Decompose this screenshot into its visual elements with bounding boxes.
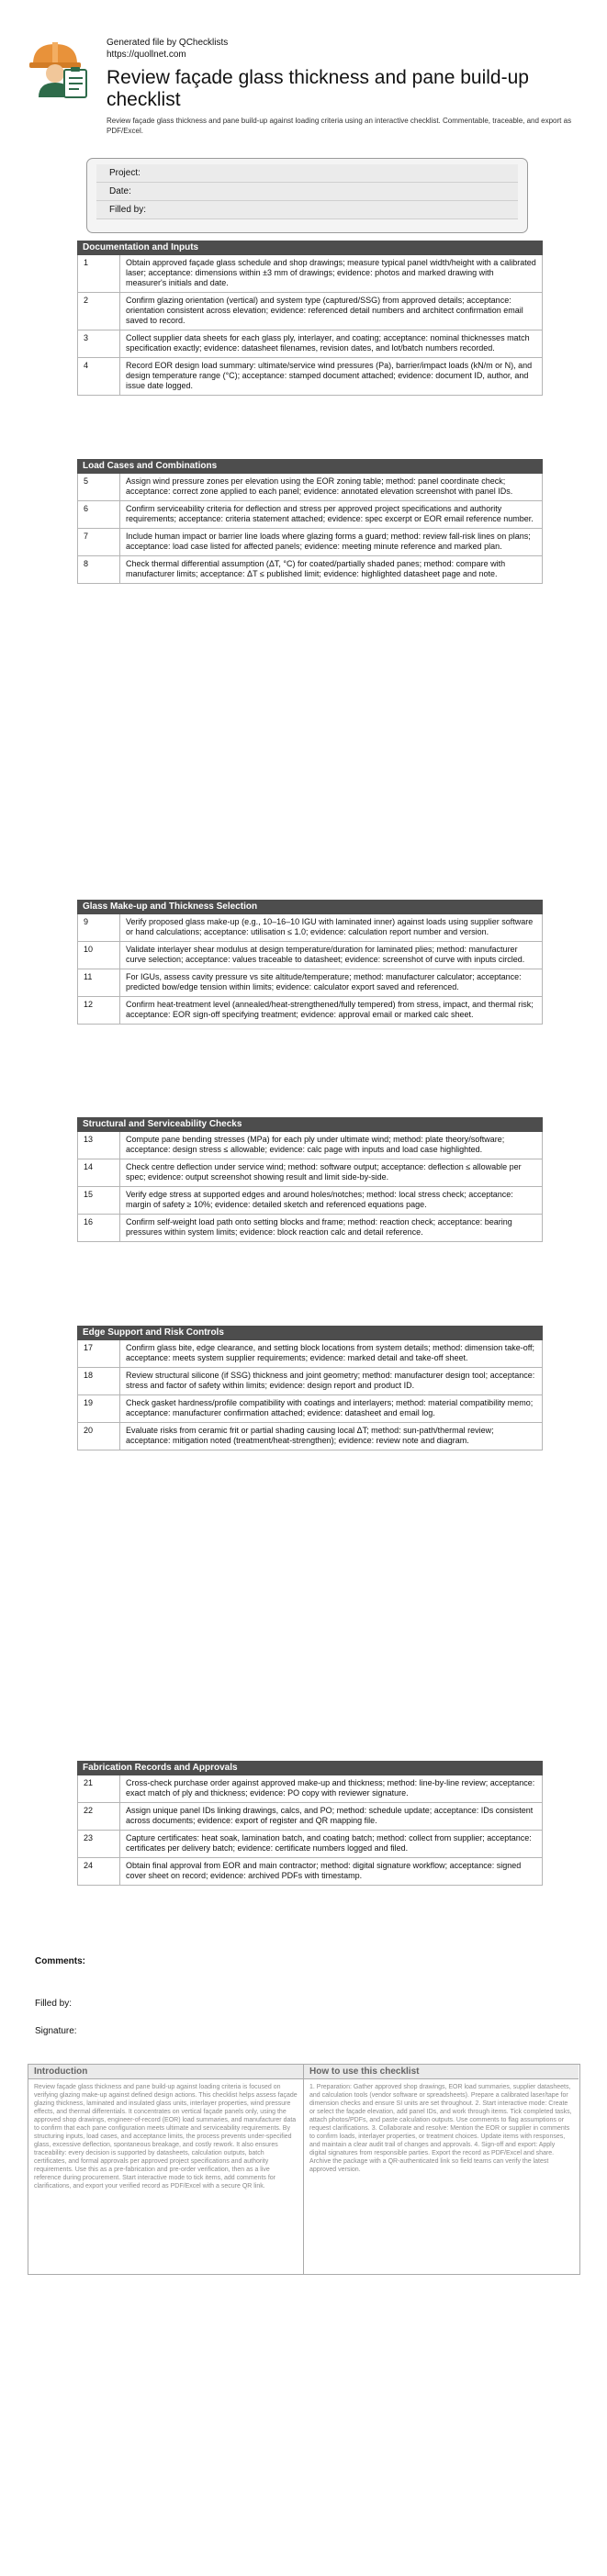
item-number: 12	[78, 997, 120, 1024]
introduction-column	[28, 2065, 304, 2274]
footer-info-box	[28, 2064, 580, 2275]
checklist-item[interactable]	[77, 997, 543, 1025]
header	[28, 28, 579, 135]
checklist-item[interactable]	[77, 358, 543, 396]
checklist-item[interactable]	[77, 529, 543, 556]
how-to-use-column	[304, 2065, 579, 2274]
checklist-item[interactable]	[77, 1831, 543, 1858]
section-edge-support	[77, 1326, 543, 1450]
item-text: Compute pane bending stresses (MPa) for each ply under ultimate wind; method: plate theory/software; acceptance: design stress ≤ allowable; evidence: calc page with inputs and load case highlighted.	[126, 1135, 505, 1154]
checklist-item[interactable]	[77, 556, 543, 584]
item-number: 20	[78, 1423, 120, 1450]
checklist-item[interactable]	[77, 1423, 543, 1450]
item-text: Check centre deflection under service wind; method: software output; acceptance: deflection ≤ allowable per spec; evidence: output screenshot showing result and limit side-by-side.	[126, 1162, 522, 1182]
section-title: Fabrication Records and Approvals	[77, 1761, 543, 1775]
item-number: 3	[78, 330, 120, 357]
item-text: Confirm serviceability criteria for deflection and stress per approved project specifications and authority requirements; acceptance: criteria statement attached; evidence: spec excerpt or EOR email reference number.	[126, 504, 534, 523]
checklist-item[interactable]	[77, 293, 543, 330]
checklist-item[interactable]	[77, 1215, 543, 1242]
item-number: 22	[78, 1803, 120, 1830]
how-to-use-title: How to use this checklist	[304, 2065, 579, 2079]
comments-label: Comments:	[35, 1956, 86, 1966]
section-fabrication-records	[77, 1761, 543, 1886]
item-number: 11	[78, 969, 120, 996]
page-description: Review façade glass thickness and pane build-up against loading criteria using an interactive checklist. Commentable, traceable, and export as PDF/Excel.	[107, 117, 572, 135]
item-text: Verify edge stress at supported edges and around holes/notches; method: local stress check; acceptance: margin of safety ≥ 10%; evidence: detailed sketch and referenced equations page.	[126, 1190, 513, 1209]
section-title: Documentation and Inputs	[77, 241, 543, 255]
section-title: Edge Support and Risk Controls	[77, 1326, 543, 1340]
checklist-item[interactable]	[77, 942, 543, 969]
filled-by-label: Filled by:	[109, 205, 147, 215]
checklist-item[interactable]	[77, 1340, 543, 1368]
item-number: 23	[78, 1831, 120, 1857]
item-text: Cross-check purchase order against approved make-up and thickness; method: line-by-line review; acceptance: exact match of ply and thickness; evidence: PO copy with reviewer signature.	[126, 1778, 535, 1798]
item-text: Collect supplier data sheets for each glass ply, interlayer, and coating; acceptance: nominal thicknesses match specification exactly; evidence: datasheet filenames, revision dates, and lot/batch numbers recorded.	[126, 333, 530, 353]
item-text: For IGUs, assess cavity pressure vs site altitude/temperature; method: manufacturer calculator; acceptance: predicted bow/edge tension within limits; evidence: calculator export saved and referenced.	[126, 972, 522, 991]
checklist-item[interactable]	[77, 1775, 543, 1803]
item-number: 18	[78, 1368, 120, 1394]
item-text: Check gasket hardness/profile compatibility with coatings and interlayers; method: material compatibility memo; acceptance: manufacturer confirmation attached; evidence: datasheet and email log.	[126, 1398, 534, 1417]
section-glass-makeup	[77, 900, 543, 1025]
item-number: 19	[78, 1395, 120, 1422]
section-documentation-inputs	[77, 241, 543, 396]
item-text: Assign unique panel IDs linking drawings, calcs, and PO; method: schedule update; acceptance: IDs consistent across documents; evidence: export of register and QR mapping file.	[126, 1806, 534, 1825]
item-number: 7	[78, 529, 120, 555]
source-url-link[interactable]: https://quollnet.com	[107, 50, 186, 60]
introduction-title: Introduction	[28, 2065, 303, 2079]
checklist-item[interactable]	[77, 1159, 543, 1187]
project-field[interactable]	[96, 164, 518, 183]
checklist-item[interactable]	[77, 1187, 543, 1215]
checklist-item[interactable]	[77, 474, 543, 501]
section-title: Load Cases and Combinations	[77, 459, 543, 474]
checklist-item[interactable]	[77, 1858, 543, 1886]
how-to-use-text: 1. Preparation: Gather approved shop drawings, EOR load summaries, supplier datasheets, and calculation tools (vendor software or spreadsheets). Prepare a calibrated laser/tape for dimension checks and ensure SI units are set throughout. 2. Start interactive mode: Create or select the façade elevation, add panel IDs, and work through items. Tick completed tasks, attach photos/PDFs, and paste calculation outputs. Use comments to flag assumptions or request clarifications. 3. Collaborate and resolve: Mention the EOR or supplier in comments to confirm loads, interlayer properties, or treatment choices. Update items with responses, and maintain a clear audit trail of changes and approvals. 4. Sign-off and export: Apply digital signatures from responsible parties. Export the record as PDF/Excel and share. Archive the package with a QR-authenticated link so field teams can verify the latest approved version.	[309, 2084, 572, 2173]
item-text: Assign wind pressure zones per elevation using the EOR zoning table; method: panel coordinate check; acceptance: correct zone applied to each panel; evidence: annotated elevation screenshot with panel IDs.	[126, 476, 513, 496]
checklist-item[interactable]	[77, 1368, 543, 1395]
item-text: Evaluate risks from ceramic frit or partial shading causing local ΔT; method: sun-path/thermal review; acceptance: mitigation noted (treatment/heat-strengthen); evidence: review note and diagram.	[126, 1426, 494, 1445]
item-number: 16	[78, 1215, 120, 1241]
item-text: Obtain final approval from EOR and main contractor; method: digital signature workflow; acceptance: signed cover sheet on record; evidence: archived PDFs with timestamp.	[126, 1861, 522, 1880]
item-text: Confirm self-weight load path onto setting blocks and frame; method: reaction check; acceptance: bearing pressures within system limits; evidence: block reaction calc and detail reference.	[126, 1217, 512, 1237]
checklist-item[interactable]	[77, 1132, 543, 1159]
qchecklists-logo-icon	[28, 37, 92, 101]
item-number: 21	[78, 1775, 120, 1802]
checklist-item[interactable]	[77, 501, 543, 529]
item-text: Validate interlayer shear modulus at design temperature/duration for laminated plies; method: manufacturer curve selection; acceptance: values traceable to datasheet; evidence: screenshot of curve with inputs circled.	[126, 945, 525, 964]
section-title: Structural and Serviceability Checks	[77, 1117, 543, 1132]
date-field[interactable]	[96, 183, 518, 201]
item-number: 2	[78, 293, 120, 330]
checklist-item[interactable]	[77, 969, 543, 997]
item-number: 14	[78, 1159, 120, 1186]
checklist-item[interactable]	[77, 330, 543, 358]
project-info-box	[86, 158, 528, 233]
generated-by-label: Generated file by QChecklists	[107, 38, 229, 48]
section-title: Glass Make-up and Thickness Selection	[77, 900, 543, 914]
date-label: Date:	[109, 186, 131, 196]
checklist-item[interactable]	[77, 1803, 543, 1831]
section-load-cases	[77, 459, 543, 584]
item-number: 10	[78, 942, 120, 969]
checklist-item[interactable]	[77, 914, 543, 942]
section-structural-checks	[77, 1117, 543, 1242]
item-number: 8	[78, 556, 120, 583]
item-number: 13	[78, 1132, 120, 1159]
item-text: Confirm glazing orientation (vertical) and system type (captured/SSG) from approved details; acceptance: orientation consistent across elevation; evidence: referenced detail numbers and architect confirmation email saved to record.	[126, 296, 523, 325]
item-text: Capture certificates: heat soak, lamination batch, and coating batch; method: collect from supplier; acceptance: certificates per delivery batch; evidence: certificate numbers logged and filed.	[126, 1833, 532, 1853]
item-number: 1	[78, 255, 120, 292]
item-text: Check thermal differential assumption (ΔT, °C) for coated/partially shaded panes; method: compare with manufacturer limits; acceptance: ΔT ≤ published limit; evidence: highlighted datasheet page and note.	[126, 559, 506, 578]
item-number: 9	[78, 914, 120, 941]
project-label: Project:	[109, 168, 141, 178]
signature-label: Signature:	[35, 2026, 77, 2036]
item-number: 5	[78, 474, 120, 500]
checklist-item[interactable]	[77, 1395, 543, 1423]
checklist-item[interactable]	[77, 255, 543, 293]
item-number: 15	[78, 1187, 120, 1214]
item-number: 24	[78, 1858, 120, 1885]
item-text: Include human impact or barrier line loads where glazing forms a guard; method: review fall-risk lines on plans; acceptance: load case listed for affected panels; evidence: meeting minute reference and marked plan.	[126, 532, 531, 551]
filled-by-field[interactable]	[96, 201, 518, 219]
item-number: 17	[78, 1340, 120, 1367]
item-text: Verify proposed glass make-up (e.g., 10–16–10 IGU with laminated inner) against loads using supplier software or hand calculations; acceptance: utilisation ≤ 1.0; evidence: calculation report number and version.	[126, 917, 534, 936]
item-text: Record EOR design load summary: ultimate/service wind pressures (Pa), barrier/impact loads (kN/m or N), and design temperature range (°C); acceptance: stamped document attached; evidence: document ID, author, and issue date logged.	[126, 361, 533, 390]
filled-by-signoff-label: Filled by:	[35, 1999, 73, 2009]
item-number: 4	[78, 358, 120, 395]
item-number: 6	[78, 501, 120, 528]
item-text: Obtain approved façade glass schedule and shop drawings; measure typical panel width/height with a calibrated laser; acceptance: dimensions within ±3 mm of drawings; evidence: photos and marked drawing with measurer's initials and date.	[126, 258, 536, 287]
page-title: Review façade glass thickness and pane build-up checklist	[107, 67, 529, 110]
header-text	[107, 37, 575, 136]
item-text: Confirm glass bite, edge clearance, and setting block locations from system details; method: dimension take-off; acceptance: meets system supplier requirements; evidence: marked detail and take-off sheet.	[126, 1343, 535, 1362]
introduction-text: Review façade glass thickness and pane build-up against loading criteria is focused on verifying glazing make-up against defined design actions. This checklist helps assess façade glazing thickness, laminated and insulated glass units, interlayer properties, wind pressure effects, and thermal differentials. It concentrates on vertical façade panels only, using the approved shop drawings, engineer-of-record (EOR) load summaries, and manufacturer data to confirm that each pane configuration meets ultimate and serviceability requirements. By structuring inputs, load cases, and acceptance limits, the process prevents under-specified glass, excessive deflection, spontaneous breakage, and costly rework. It also ensures traceability: every decision is supported by datasheets, calculation outputs, batch certificates, and formal approvals per approved project specifications and authority requirements. Use this as a pre-fabrication and pre-order verification, then as a live reference during procurement. Start interactive mode to tick items, add comments for clarifications, and export your verified record as PDF/Excel with a secure QR link.	[34, 2084, 298, 2190]
item-text: Confirm heat-treatment level (annealed/heat-strengthened/fully tempered) from stress, impact, and thermal risk; acceptance: EOR sign-off specifying treatment; evidence: approval email or marked calc sheet.	[126, 1000, 534, 1019]
item-text: Review structural silicone (if SSG) thickness and joint geometry; method: manufacturer design tool; acceptance: stress and factor of safety within limits; evidence: design report and product ID.	[126, 1371, 535, 1390]
